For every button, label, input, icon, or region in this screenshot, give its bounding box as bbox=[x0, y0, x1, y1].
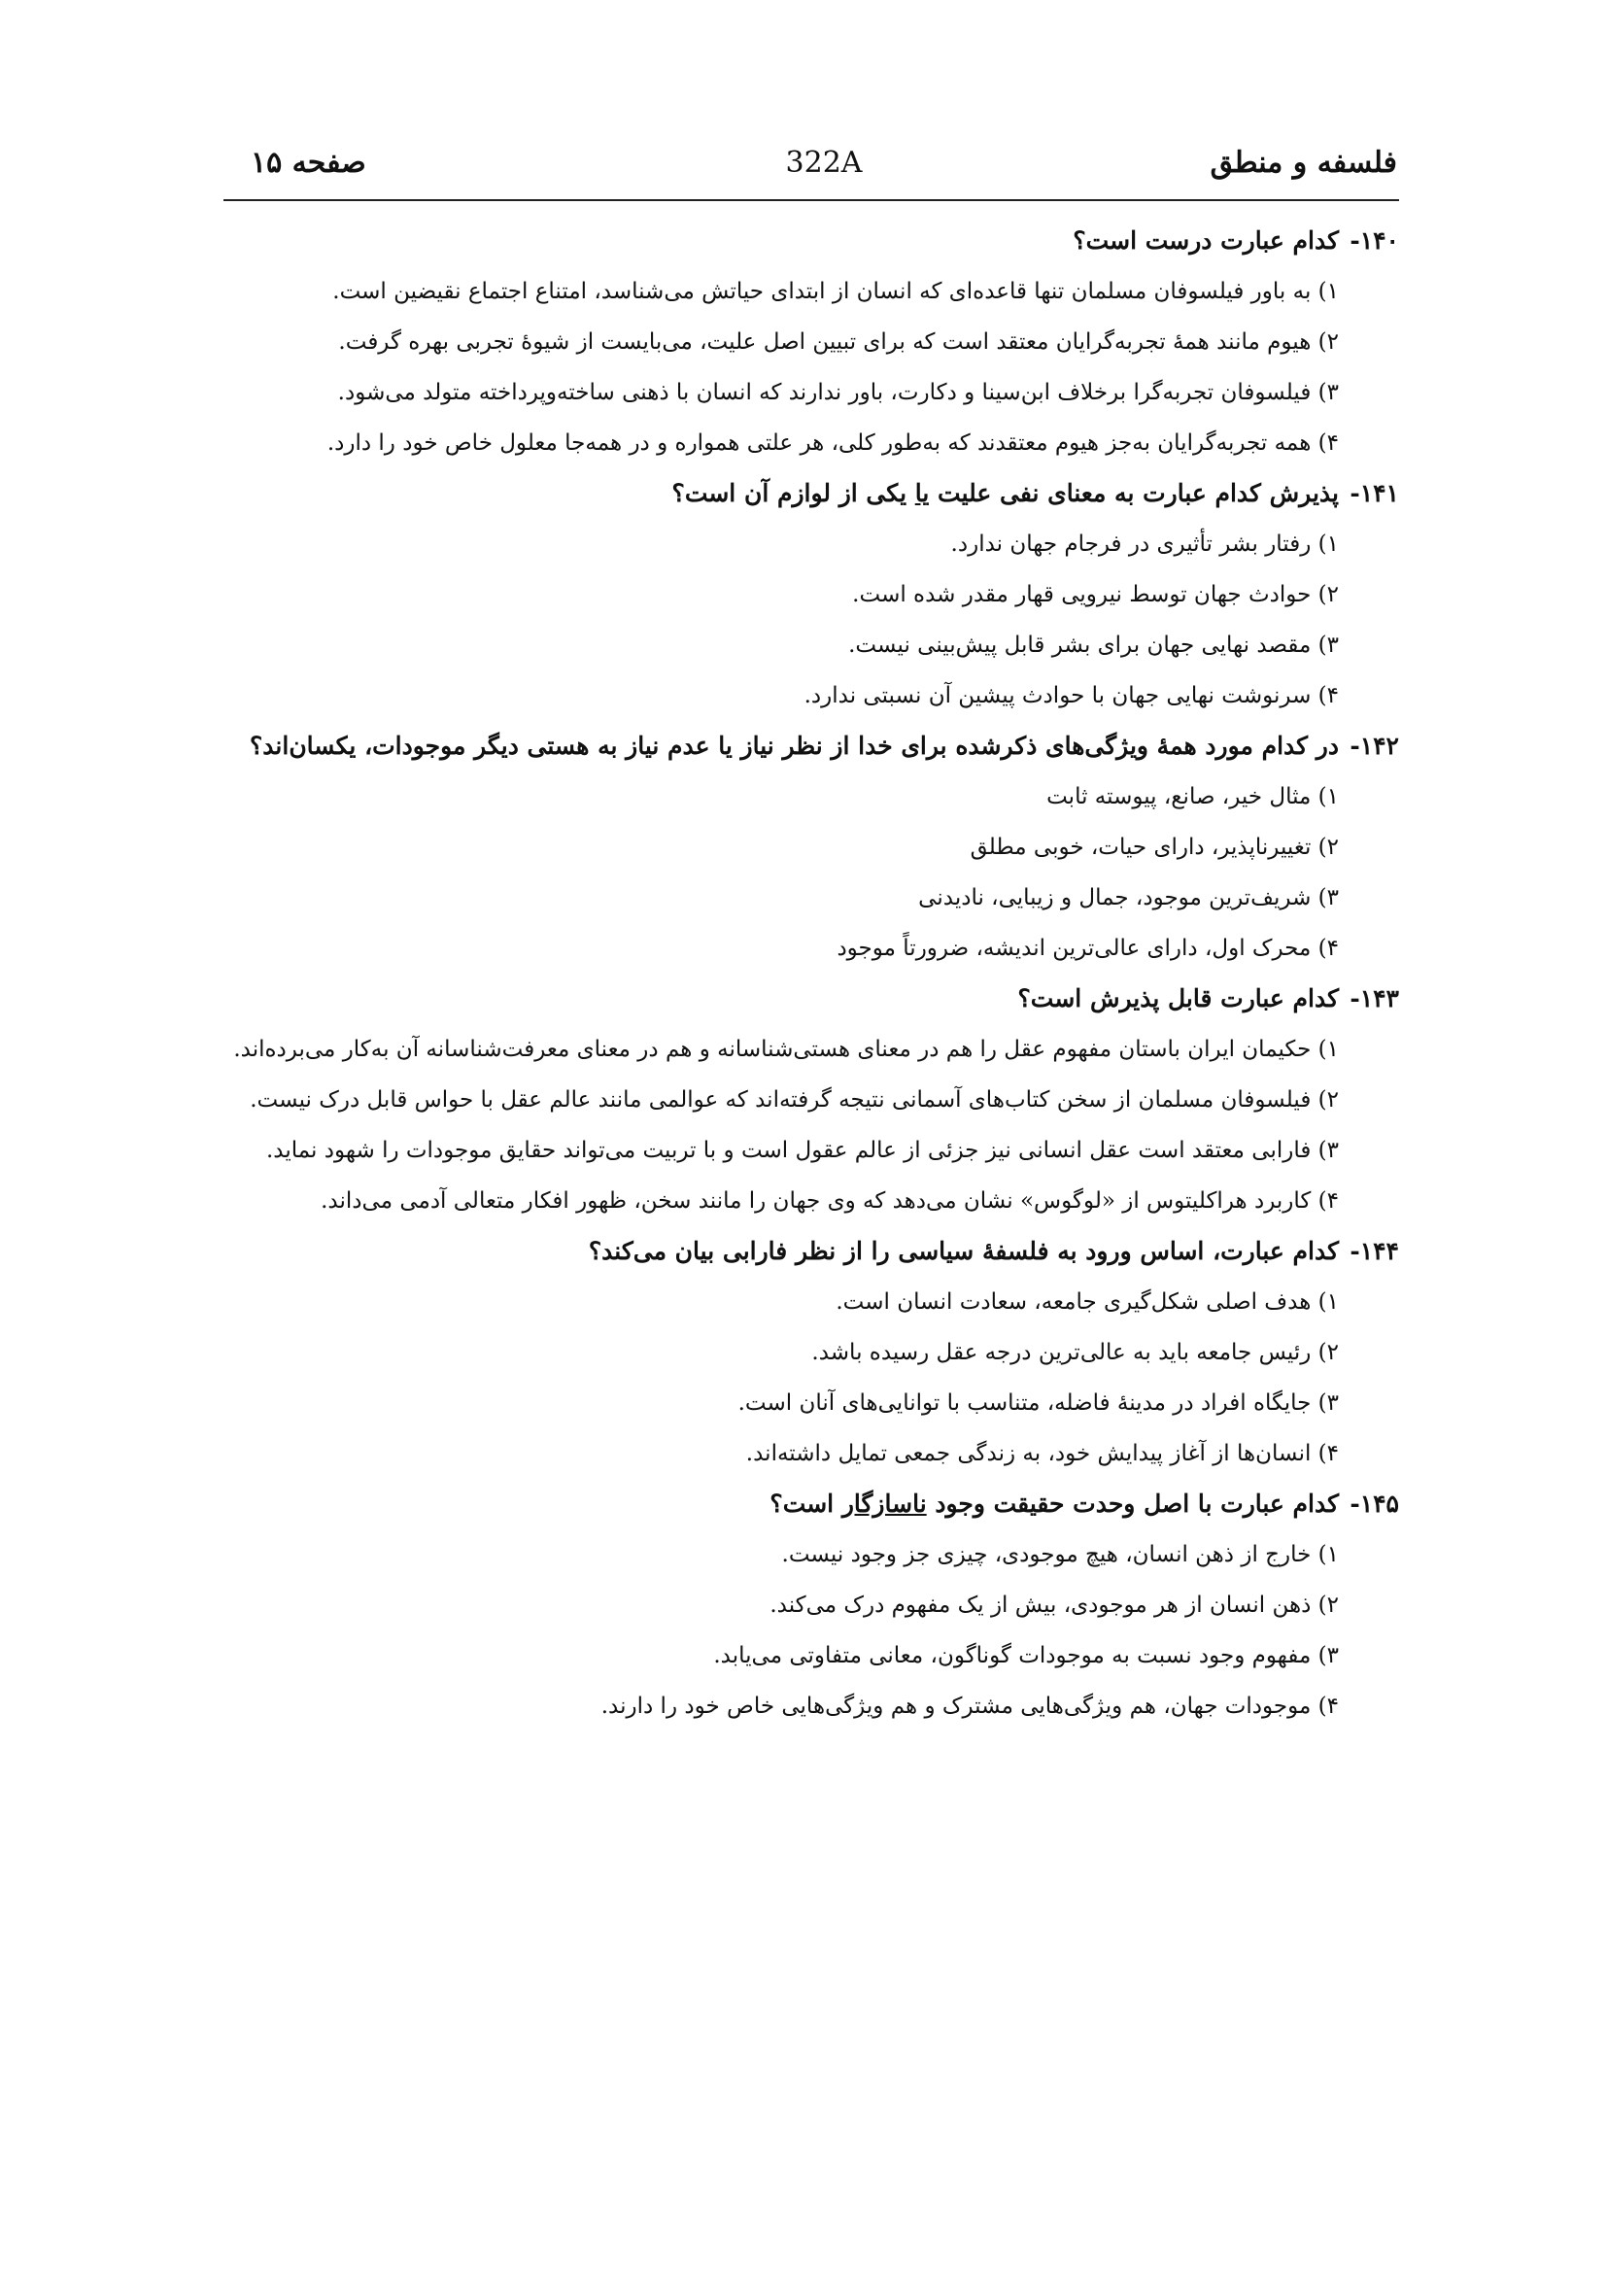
question-number: ۱۴۲- bbox=[1350, 732, 1399, 760]
answer-option-2: ۲) فیلسوفان مسلمان از سخن کتاب‌های آسمانی نتیجه گرفته‌اند که عوالمی مانند عالم عقل با حواس قابل درک نیست. bbox=[250, 1087, 1339, 1113]
answer-option-1: ۱) رفتار بشر تأثیری در فرجام جهان ندارد. bbox=[950, 531, 1339, 557]
answer-option-4: ۴) کاربرد هراکلیتوس از «لوگوس» نشان می‌دهد که وی جهان را مانند سخن، ظهور افکار متعالی آدمی می‌داند. bbox=[321, 1188, 1339, 1214]
question-text: کدام عبارت درست است؟ bbox=[1073, 226, 1339, 255]
question-text-part: پذیرش کدام عبارت به معنای نفی علیت bbox=[929, 479, 1339, 507]
question-number: ۱۴۰- bbox=[1350, 226, 1399, 255]
question-number: ۱۴۵- bbox=[1350, 1490, 1399, 1518]
questions-list bbox=[194, 216, 1399, 1731]
answer-option-2: ۲) رئیس جامعه باید به عالی‌ترین درجه عقل رسیده باشد. bbox=[811, 1340, 1339, 1365]
question-144 bbox=[194, 1226, 1399, 1479]
answer-option-2: ۲) ذهن انسان از هر موجودی، بیش از یک مفهوم درک می‌کند. bbox=[769, 1593, 1339, 1618]
answer-option-4: ۴) محرک اول، دارای عالی‌ترین اندیشه، ضرورتاً موجود bbox=[837, 936, 1339, 961]
answer-option-1: ۱) خارج از ذهن انسان، هیچ موجودی، چیزی جز وجود نیست. bbox=[781, 1542, 1339, 1567]
answer-option-2: ۲) تغییرناپذیر، دارای حیات، خوبی مطلق bbox=[970, 835, 1339, 860]
question-number: ۱۴۴- bbox=[1350, 1237, 1399, 1265]
question-text-part: کدام عبارت با اصل وحدت حقیقت وجود bbox=[926, 1490, 1339, 1518]
header-divider bbox=[223, 199, 1399, 201]
answer-option-1: ۱) مثال خیر، صانع، پیوسته ثابت bbox=[1046, 784, 1339, 809]
question-145 bbox=[194, 1479, 1399, 1731]
answer-option-4: ۴) سرنوشت نهایی جهان با حوادث پیشین آن نسبتی ندارد. bbox=[804, 683, 1339, 708]
question-text-underlined: ناسازگار bbox=[841, 1490, 927, 1518]
question-text-part: است؟ bbox=[769, 1490, 842, 1518]
question-140 bbox=[194, 216, 1399, 468]
answer-option-4: ۴) انسان‌ها از آغاز پیدایش خود، به زندگی جمعی تمایل داشته‌اند. bbox=[745, 1441, 1339, 1466]
question-142 bbox=[194, 721, 1399, 974]
question-text bbox=[769, 1479, 1339, 1529]
answer-option-1: ۱) به باور فیلسوفان مسلمان تنها قاعده‌ای که انسان از ابتدای حیاتش می‌شناسد، امتناع اجتماع نقیضین است. bbox=[332, 279, 1339, 304]
answer-option-3: ۳) فیلسوفان تجربه‌گرا برخلاف ابن‌سینا و دکارت، باور ندارند که انسان با ذهنی ساخته‌وپرداخته متولد می‌شود. bbox=[337, 380, 1339, 405]
answer-option-2: ۲) هیوم مانند همهٔ تجربه‌گرایان معتقد است که برای تبیین اصل علیت، می‌بایست از شیوهٔ تجربی بهره گرفت. bbox=[338, 329, 1339, 355]
question-143 bbox=[194, 974, 1399, 1226]
page-header bbox=[251, 146, 1397, 204]
question-text-part: یکی از لوازم آن است؟ bbox=[671, 479, 915, 507]
answer-option-3: ۳) شریف‌ترین موجود، جمال و زیبایی، نادیدنی bbox=[918, 885, 1339, 910]
question-text bbox=[672, 468, 1339, 519]
page-number: صفحه ۱۵ bbox=[251, 146, 366, 180]
answer-option-4: ۴) همه تجربه‌گرایان به‌جز هیوم معتقدند که به‌طور کلی، هر علتی همواره و در همه‌جا معلول خاص خود را دارد. bbox=[326, 430, 1339, 456]
question-text: کدام عبارت قابل پذیرش است؟ bbox=[1017, 984, 1339, 1012]
question-141 bbox=[194, 468, 1399, 721]
answer-option-1: ۱) هدف اصلی شکل‌گیری جامعه، سعادت انسان است. bbox=[836, 1289, 1339, 1315]
booklet-code: 322A bbox=[785, 146, 863, 180]
answer-option-3: ۳) مفهوم وجود نسبت به موجودات گوناگون، معانی متفاوتی می‌یابد. bbox=[713, 1643, 1339, 1668]
answer-option-4: ۴) موجودات جهان، هم ویژگی‌هایی مشترک و هم ویژگی‌هایی خاص خود را دارند. bbox=[600, 1694, 1339, 1719]
answer-option-2: ۲) حوادث جهان توسط نیرویی قهار مقدر شده است. bbox=[852, 582, 1339, 607]
question-number: ۱۴۳- bbox=[1350, 984, 1399, 1012]
question-number: ۱۴۱- bbox=[1350, 479, 1399, 507]
question-text: در کدام مورد همهٔ ویژگی‌های ذکرشده برای خدا از نظر نیاز یا عدم نیاز به هستی دیگر موجودات، یکسان‌اند؟ bbox=[250, 732, 1339, 760]
answer-option-3: ۳) فارابی معتقد است عقل انسانی نیز جزئی از عالم عقول است و با تربیت می‌تواند حقایق موجودات را شهود نماید. bbox=[265, 1138, 1339, 1163]
answer-option-3: ۳) مقصد نهایی جهان برای بشر قابل پیش‌بینی نیست. bbox=[848, 633, 1339, 658]
answer-option-1: ۱) حکیمان ایران باستان مفهوم عقل را هم در معنای هستی‌شناسانه و هم در معنای معرفت‌شناسانه آن به‌کار می‌برده‌اند. bbox=[233, 1037, 1339, 1062]
subject-title: فلسفه و منطق bbox=[1210, 146, 1397, 180]
answer-option-3: ۳) جایگاه افراد در مدینهٔ فاضله، متناسب با توانایی‌های آنان است. bbox=[737, 1390, 1339, 1416]
question-text-underlined: یا bbox=[914, 479, 930, 507]
question-text: کدام عبارت، اساس ورود به فلسفهٔ سیاسی را از نظر فارابی بیان می‌کند؟ bbox=[588, 1237, 1339, 1265]
